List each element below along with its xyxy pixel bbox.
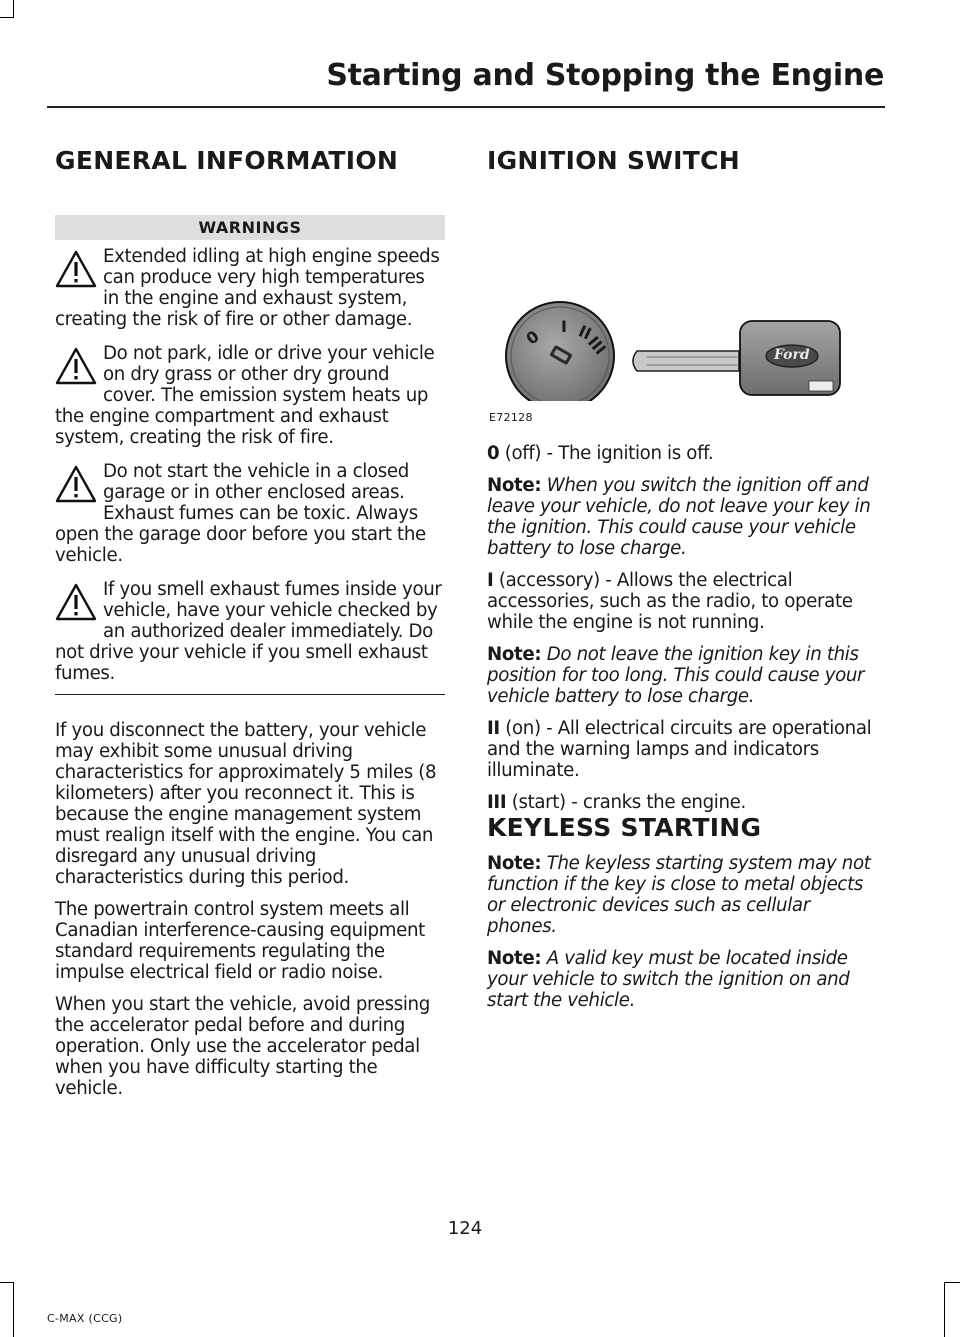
warning-triangle-icon <box>55 465 97 503</box>
crop-mark <box>0 1282 14 1283</box>
switch-mark-iii: III <box>583 332 610 359</box>
keyless-starting-heading: KEYLESS STARTING <box>487 813 762 842</box>
warning-item <box>55 343 445 448</box>
crop-mark <box>944 1282 945 1337</box>
page-title: Starting and Stopping the Engine <box>326 58 884 93</box>
warning-text: If you smell exhaust fumes inside your vehicle, have your vehicle checked by an authorized dealer immediately. Do not drive your vehicle if you smell exhaust fumes. <box>55 579 442 684</box>
switch-mark-i: I <box>561 317 567 336</box>
warning-text: Do not park, idle or drive your vehicle on dry grass or other dry ground cover. The emission system heats up the engine compartment and exhaust system, creating the risk of fire. <box>55 343 435 448</box>
warning-item <box>55 246 445 330</box>
crop-mark <box>0 17 14 18</box>
warnings-header: WARNINGS <box>55 215 445 240</box>
general-information-body <box>55 720 445 1099</box>
paragraph: When you start the vehicle, avoid pressing the accelerator pedal before and during operation. Only use the accelerator pedal when you have difficulty starting the vehicle. <box>55 994 430 1099</box>
warning-text: Do not start the vehicle in a closed garage or in other enclosed areas. Exhaust fumes can be toxic. Always open the garage door before you start the vehicle. <box>55 461 426 566</box>
right-column <box>487 146 882 1011</box>
ford-logo: Ford <box>774 347 810 363</box>
ignition-figure <box>487 211 882 424</box>
figure-code: E72128 <box>489 411 533 424</box>
ignition-note: Note: Do not leave the ignition key in this position for too long. This could cause your vehicle battery to lose charge. <box>487 644 865 707</box>
ignition-switch-heading: IGNITION SWITCH <box>487 146 740 175</box>
page-number: 124 <box>447 1218 483 1239</box>
switch-mark-0: 0 <box>522 326 543 349</box>
warning-item <box>55 461 445 566</box>
left-column <box>55 146 445 1099</box>
keyless-note: Note: The keyless starting system may not function if the key is close to metal objects or electronic devices such as cellular phones. <box>487 853 871 937</box>
crop-mark <box>13 0 14 18</box>
warning-triangle-icon <box>55 347 97 385</box>
warnings-end-rule <box>55 694 445 695</box>
title-rule <box>47 106 885 108</box>
ignition-note: Note: When you switch the ignition off and leave your vehicle, do not leave your key in the ignition. This could cause your vehicle battery to lose charge. <box>487 475 871 559</box>
paragraph: If you disconnect the battery, your vehicle may exhibit some unusual driving characteristics for approximately 5 miles (8 kilometers) after you reconnect it. This is because the engine management system must realign itself with the engine. You can disregard any unusual driving characteristics during this period. <box>55 720 437 888</box>
general-information-heading: GENERAL INFORMATION <box>55 146 399 175</box>
warning-text: Extended idling at high engine speeds can produce very high temperatures in the engine and exhaust system, creating the risk of fire or other damage. <box>55 246 440 330</box>
ignition-item-off: 0 (off) - The ignition is off. <box>487 443 714 464</box>
crop-mark <box>944 1282 960 1283</box>
footer-model: C-MAX (CCG) <box>47 1312 123 1325</box>
ignition-item-start: III (start) - cranks the engine. <box>487 792 746 813</box>
switch-mark-ii: II <box>575 321 595 344</box>
crop-mark <box>13 1282 14 1337</box>
warning-triangle-icon <box>55 250 97 288</box>
ignition-body <box>487 443 882 1011</box>
keyless-note: Note: A valid key must be located inside your vehicle to switch the ignition on and start the vehicle. <box>487 948 850 1011</box>
ignition-switch-illustration <box>487 211 882 401</box>
warning-triangle-icon <box>55 583 97 621</box>
warning-item <box>55 579 445 684</box>
ignition-item-on: II (on) - All electrical circuits are operational and the warning lamps and indicators illuminate. <box>487 718 872 781</box>
ignition-item-accessory: I (accessory) - Allows the electrical accessories, such as the radio, to operate while the engine is not running. <box>487 570 853 633</box>
paragraph: The powertrain control system meets all Canadian interference-causing equipment standard requirements regulating the impulse electrical field or radio noise. <box>55 899 425 983</box>
